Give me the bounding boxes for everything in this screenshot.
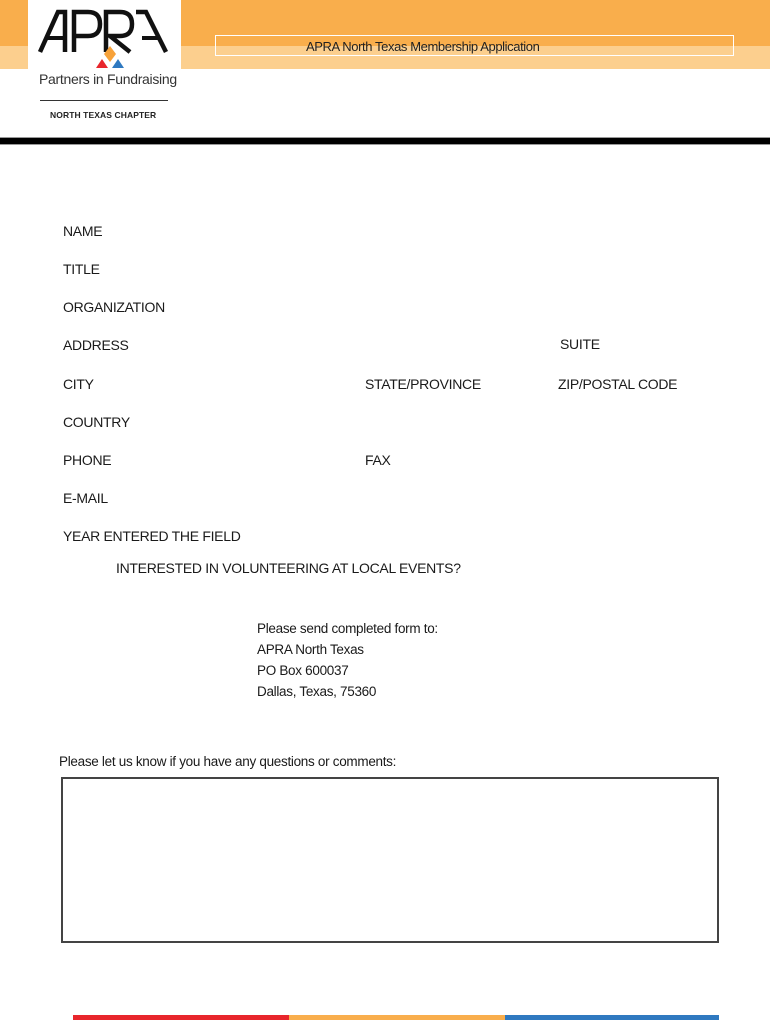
apra-logo bbox=[38, 8, 170, 75]
comments-input[interactable] bbox=[61, 777, 719, 943]
footer-bar-blue bbox=[505, 1015, 719, 1020]
city-label: CITY bbox=[63, 376, 94, 392]
mailing-line-4: Dallas, Texas, 75360 bbox=[257, 684, 377, 699]
footer-bar-red bbox=[73, 1015, 289, 1020]
mailing-line-2: APRA North Texas bbox=[257, 642, 364, 657]
mailing-line-1: Please send completed form to: bbox=[257, 621, 438, 636]
email-label: E-MAIL bbox=[63, 490, 108, 506]
suite-label: SUITE bbox=[560, 336, 600, 352]
address-label: ADDRESS bbox=[63, 337, 129, 353]
comments-label: Please let us know if you have any questions or comments: bbox=[59, 754, 397, 769]
apra-logo-icon bbox=[38, 8, 170, 70]
mailing-address bbox=[257, 618, 438, 702]
logo-divider bbox=[40, 100, 168, 101]
title-label: TITLE bbox=[63, 261, 100, 277]
footer-bar-orange bbox=[289, 1015, 505, 1020]
name-label: NAME bbox=[63, 223, 103, 239]
header-divider bbox=[0, 137, 770, 145]
phone-label: PHONE bbox=[63, 452, 112, 468]
zip-label: ZIP/POSTAL CODE bbox=[558, 376, 678, 392]
mailing-line-3: PO Box 600037 bbox=[257, 663, 349, 678]
state-label: STATE/PROVINCE bbox=[365, 376, 481, 392]
country-label: COUNTRY bbox=[63, 414, 130, 430]
red-triangle-icon bbox=[96, 59, 108, 68]
organization-label: ORGANIZATION bbox=[63, 299, 165, 315]
chapter-name: NORTH TEXAS CHAPTER bbox=[50, 110, 157, 120]
year-label: YEAR ENTERED THE FIELD bbox=[63, 528, 241, 544]
page-title: APRA North Texas Membership Application bbox=[306, 39, 540, 54]
volunteer-label: INTERESTED IN VOLUNTEERING AT LOCAL EVENTS? bbox=[116, 560, 461, 576]
logo-tagline: Partners in Fundraising bbox=[39, 71, 177, 87]
blue-triangle-icon bbox=[112, 59, 124, 68]
fax-label: FAX bbox=[365, 452, 391, 468]
